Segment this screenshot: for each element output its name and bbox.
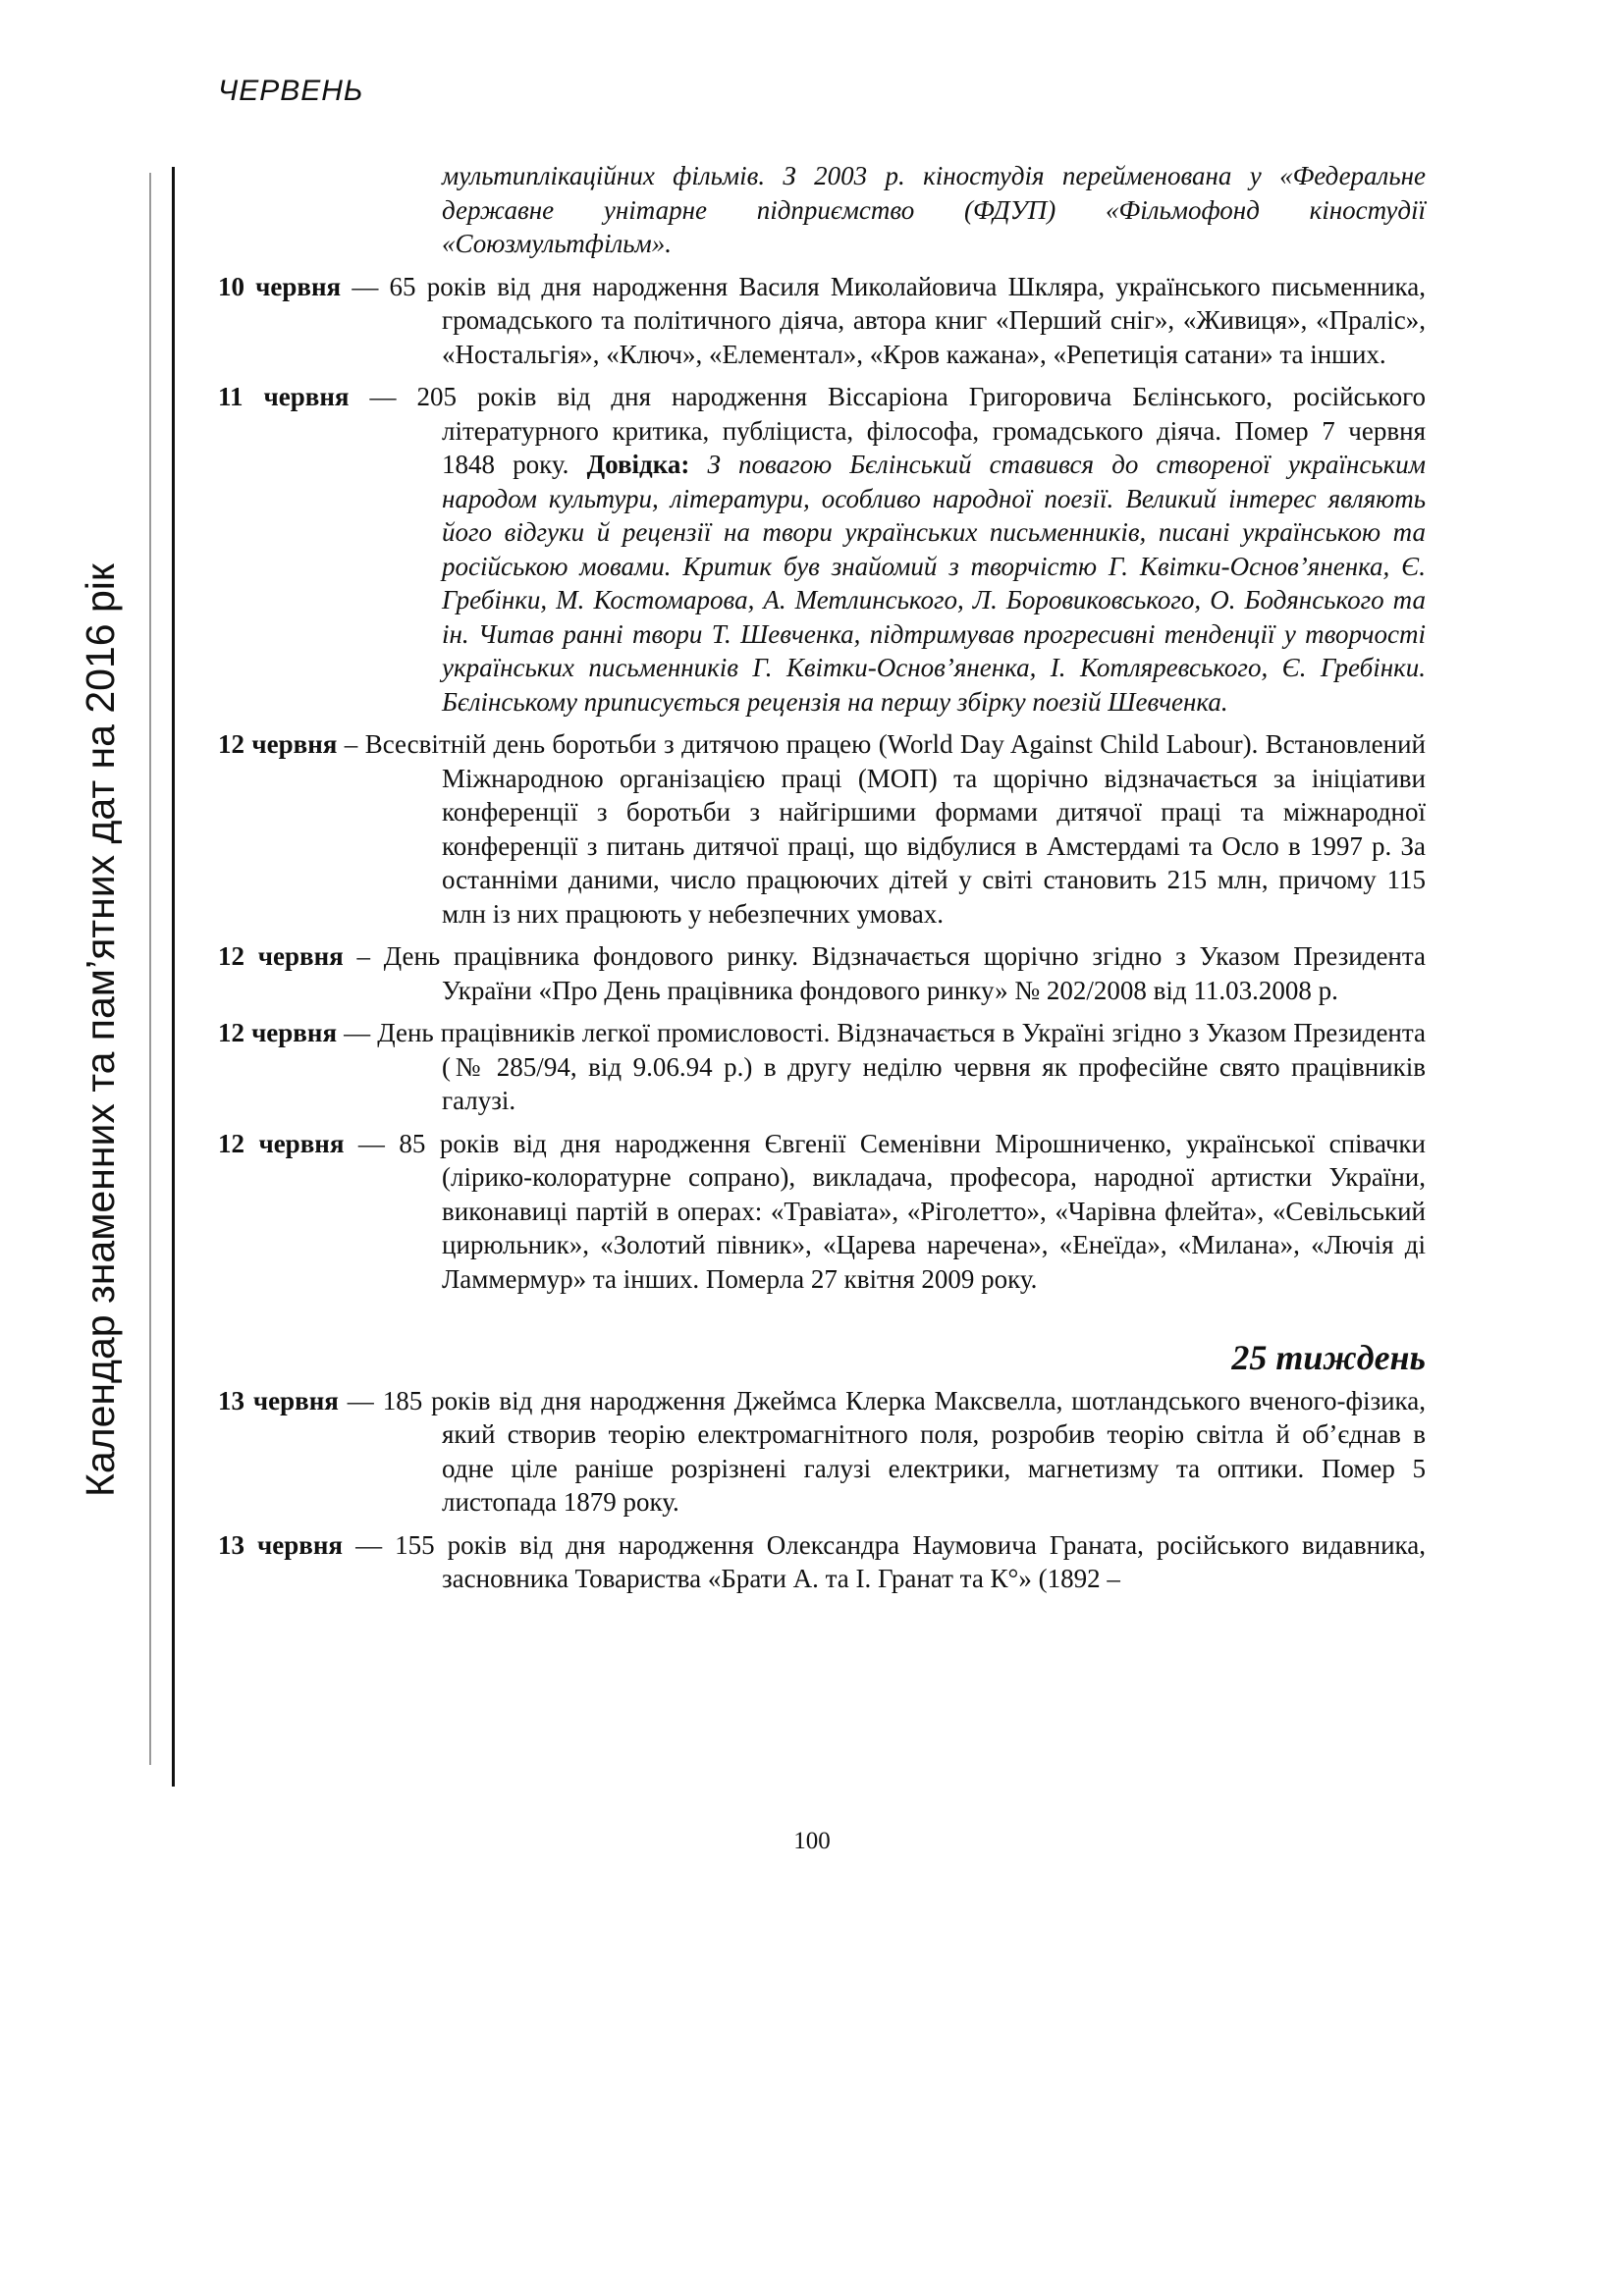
entry-text: 85 років від дня народження Євгенії Семенівни Мірошниченко, української співачки (лірико-колоратурне сопрано), викладача, професора, народної артистки України, виконавиці партій в операх: «Травіата», «Ріголетто», «Чарівна флейта», «Севільський цирюльник», «Золотий півник», «Царева наречена», «Енеїда», «Милана», «Лючія ді Ламмермур» та інших. Померла 27 квітня 2009 року. <box>399 1128 1426 1294</box>
note-label: Довідка: <box>586 450 690 479</box>
entry-text: День працівників легкої промисловості. Відзначається в Україні згідно з Указом Президента (№ 285/94, від 9.06.94 р.) в другу неділю червня як професійне свято працівників галузі. <box>377 1018 1426 1115</box>
calendar-entry <box>218 1528 1426 1596</box>
note-text: З повагою Бєлінський ставився до створеної українським народом культури, літератури, особливо народної поезії. Великий інтерес являють його відгуки й рецензії на твори українських письменників, писані українською та російською мовами. Критик був знайомий з творчістю Г. Квітки-Основ’яненка, Є. Гребінки, М. Костомарова, А. Метлинського, Л. Боровиковського, О. Бодянського та ін. Читав ранні твори Т. Шевченка, підтримував прогресивні тенденції у творчості українських письменників Г. Квітки-Основ’яненка, І. Котляревського, Є. Гребінки. Бєлінському приписується рецензія на першу збірку поезій Шевченка. <box>442 450 1426 717</box>
entry-separator: – <box>337 729 365 759</box>
calendar-entry <box>218 1127 1426 1297</box>
entry-separator: — <box>349 382 417 411</box>
entry-text: 155 років від дня народження Олександра Наумовича Граната, російського видавника, засновника Товариства «Брати А. та І. Гранат та К°» (1892 – <box>395 1529 1426 1593</box>
calendar-entry <box>218 1384 1426 1520</box>
entry-text: Всесвітній день боротьби з дитячою працею (World Day Against Child Labour). Встановлений Міжнародною організацією праці (МОП) та щорічно відзначається за ініціативи конференції з боротьби з найгіршими формами дитячої праці та міжнародної конференції з питань дитячої праці, що відбулися в Амстердамі та Осло в 1997 р. За останніми даними, число працюючих дітей у світі становить 215 млн, причому 115 млн із них працюють у небезпечних умовах. <box>364 729 1427 929</box>
entry-separator: – <box>343 941 384 971</box>
entry-separator: — <box>338 1385 383 1415</box>
entry-date: 12 червня <box>218 1018 338 1047</box>
entry-separator: — <box>341 271 390 301</box>
entry-date: 12 червня <box>218 1128 345 1158</box>
entry-text: 185 років від дня народження Джеймса Клерка Максвелла, шотландського вченого-фізика, який створив теорію електромагнітного поля, розробив теорію світла й об’єднав в одне ціле раніше розрізнені галузі електрики, магнетизму та оптики. Помер 5 листопада 1879 року. <box>382 1385 1426 1517</box>
continued-paragraph: мультиплікаційних фільмів. З 2003 р. кіностудія перейменована у «Федеральне державне унітарне підприємство (ФДУП) «Фільмофонд кіностудії «Союзмультфільм». <box>442 161 1426 258</box>
page-body <box>218 159 1426 1596</box>
entry-text: День працівника фондового ринку. Відзначається щорічно згідно з Указом Президента України «Про День працівника фондового ринку» № 202/2008 від 11.03.2008 р. <box>383 941 1426 1005</box>
calendar-entry <box>218 380 1426 719</box>
entry-text: 205 років від дня народження Віссаріона Григоровича Бєлінського, російського літературного критика, публіциста, філософа, громадського діяча. Помер 7 червня 1848 року. <box>416 382 1427 479</box>
calendar-entry <box>218 1016 1426 1118</box>
entry-date: 12 червня <box>218 729 338 759</box>
entry-text: 65 років від дня народження Василя Миколайовича Шкляра, українського письменника, громадського та політичного діяча, автора книг «Перший сніг», «Живиця», «Праліс», «Ностальгія», «Ключ», «Елементал», «Кров кажана», «Репетиція сатани» та інших. <box>389 271 1426 369</box>
entry-separator: — <box>337 1018 378 1047</box>
margin-rule-thin <box>149 173 151 1765</box>
vertical-book-title: Календар знаменних та пам’ятних дат на 2016 рік <box>78 563 123 1497</box>
calendar-entry <box>218 939 1426 1007</box>
entry-date: 13 червня <box>218 1385 339 1415</box>
entry-date: 12 червня <box>218 941 344 971</box>
entry-date: 10 червня <box>218 271 342 301</box>
entry-separator: — <box>343 1529 396 1560</box>
running-header-month: ЧЕРВЕНЬ <box>218 75 364 107</box>
entry-separator: — <box>344 1128 400 1158</box>
week-heading: 25 тиждень <box>1231 1338 1426 1377</box>
calendar-entry <box>218 727 1426 931</box>
calendar-entry <box>218 270 1426 372</box>
entry-date: 11 червня <box>218 382 350 411</box>
margin-rule-thick <box>172 167 175 1787</box>
page-number: 100 <box>793 1828 831 1854</box>
entry-date: 13 червня <box>218 1529 344 1560</box>
